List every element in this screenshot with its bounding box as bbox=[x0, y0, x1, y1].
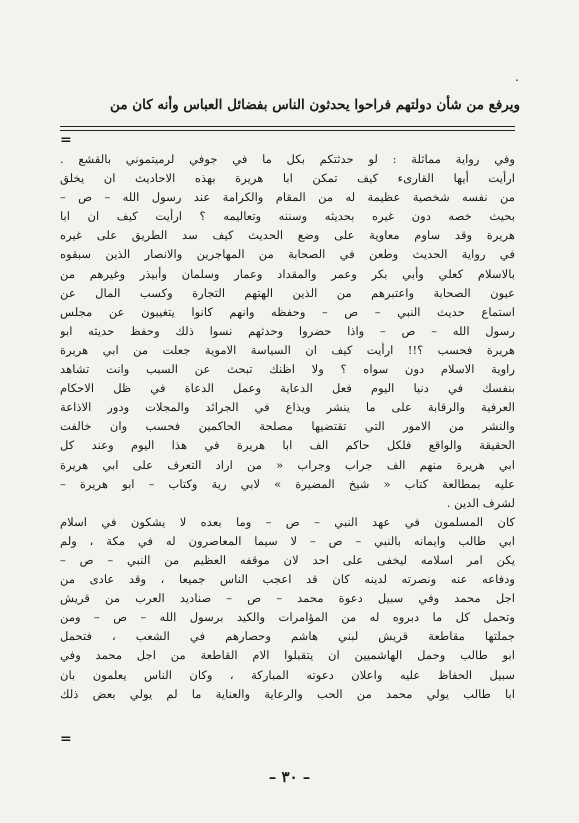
text-line: بنفسك في دنيا اليوم فعل الدعاية وعمل الدعاة في ظل الاحكام bbox=[60, 381, 515, 396]
paragraph-1 bbox=[60, 150, 515, 513]
text-line: لشرف الدين . bbox=[446, 495, 515, 510]
text-line: استماع حديث النبي – ص – وحفظه وانهم كانوا يتغيبون عن مجلس bbox=[60, 304, 515, 319]
text-line: ابي طالب وايمانه بالنبي – ص – لا سيما المعاصرون له في مكة ، ولم bbox=[60, 533, 515, 548]
text-line: جملتها مقاطعة قريش لبني هاشم وحصارهم في الشعب ، فتحمل bbox=[60, 629, 515, 644]
text-line: اجل محمد وفي سبيل دعوة محمد – ص – صناديد العرب من قريش bbox=[60, 591, 515, 606]
text-line: ابي هريرة منهم الف جراب وجراب « من اراد التعرف على ابي هريرة bbox=[60, 457, 515, 472]
text-line: في رواية الحديث وطعن في الصحابة من المهاجرين والانصار الذين سبقوه bbox=[60, 247, 515, 262]
page-speck: . bbox=[515, 70, 519, 84]
text-line: وفي رواية مماثلة : لو حدثتكم بكل ما في جوفي لرميتموني بالقشع . bbox=[60, 152, 515, 166]
text-line: كان المسلمون في عهد النبي – ص – وما بعده لا يشكون في اسلام bbox=[60, 514, 515, 529]
text-line: والنشر من الامور التي تقتضيها مصلحة الحاكمين فحسب وان خالفت bbox=[60, 419, 515, 434]
text-line: يكن امر اسلامه ليخفى على احد لان موقفه العظيم من النبي – ص – bbox=[60, 552, 515, 567]
text-line: راوية الاسلام دون سواه ؟ ولا اظنك تبحث عن السبب وانت تشاهد bbox=[60, 362, 515, 377]
paragraph-2 bbox=[60, 513, 515, 704]
running-head: ويرفع من شأن دولتهم فراحوا يحدثون الناس بفضائل العباس وأنه كان من bbox=[110, 97, 520, 113]
text-line: ارأيت أيها القارىء كيف تمكن ابا هريرة بهذه الاحاديث ان يخلق bbox=[60, 171, 515, 186]
bottom-margin-mark: = bbox=[60, 731, 72, 747]
text-line: بحيث خصه دون غيره بحديثه وسننه وتعاليمه ؟ ارأيت كيف ان ابا bbox=[60, 209, 515, 224]
text-line: رسول الله – ص – واذا حضروا وحدثهم نسوا ذلك وحفظ حديثه ابو bbox=[60, 323, 515, 338]
text-line: الحقيقة والواقع فلكل حاكم الف ابا هريرة في هذا اليوم وعند كل bbox=[60, 438, 515, 453]
text-line: هريرة وقد ساوم معاوية على وضع الحديث كيف سد الطريق على غيره bbox=[60, 228, 515, 243]
text-line: ابو طالب وحمل الهاشميين ان يتقبلوا الام القاطعة من اجل محمد وفي bbox=[60, 648, 515, 663]
text-line: من نفسه شخصية عظيمة له من المقام والكرامة عند رسول الله – ص – bbox=[60, 190, 515, 205]
text-line: وتحمل كل ما دبروه له من المؤامرات والكيد برسول الله – ص – ومن bbox=[60, 610, 515, 625]
text-line: العرفية والرقابة على ما ينشر ويذاع في الجرائد والمجلات ودور الاذاعة bbox=[60, 400, 515, 415]
header-rule-second bbox=[60, 130, 515, 131]
body-text bbox=[60, 150, 515, 704]
text-line: بالاسلام كعلي وأبي بكر وعمر والمقداد وعمار وسلمان وأبيذر وغيرهم من bbox=[60, 266, 515, 281]
text-line: هريرة فحسب ؟!! ارأيت كيف ان السياسة الاموية جعلت من ابي هريرة bbox=[60, 342, 515, 357]
text-line: عليه بمطالعة كتاب « شيخ المضيرة » لابي رية وكتاب – ابو هريرة – bbox=[60, 476, 515, 491]
text-line: ابا طالب يولي محمد من الحب والرعاية والعناية ما لم يولي بعض ذلك bbox=[60, 686, 515, 701]
text-line: ودفاعه عنه ونصرته لدينه كان قد اعجب الناس جميعا ، وقد عادى من bbox=[60, 572, 515, 587]
page-number: – ٣٠ – bbox=[268, 768, 311, 786]
header-rule bbox=[60, 126, 515, 127]
top-margin-mark: = bbox=[60, 132, 72, 148]
text-line: سبيل الحفاظ عليه واعلان دعوته المباركة ، وكان الناس يعلمون بان bbox=[60, 667, 515, 682]
text-line: عيون الصحابة واعتبرهم من الذين الهتهم التجارة وكسب المال عن bbox=[60, 285, 515, 300]
